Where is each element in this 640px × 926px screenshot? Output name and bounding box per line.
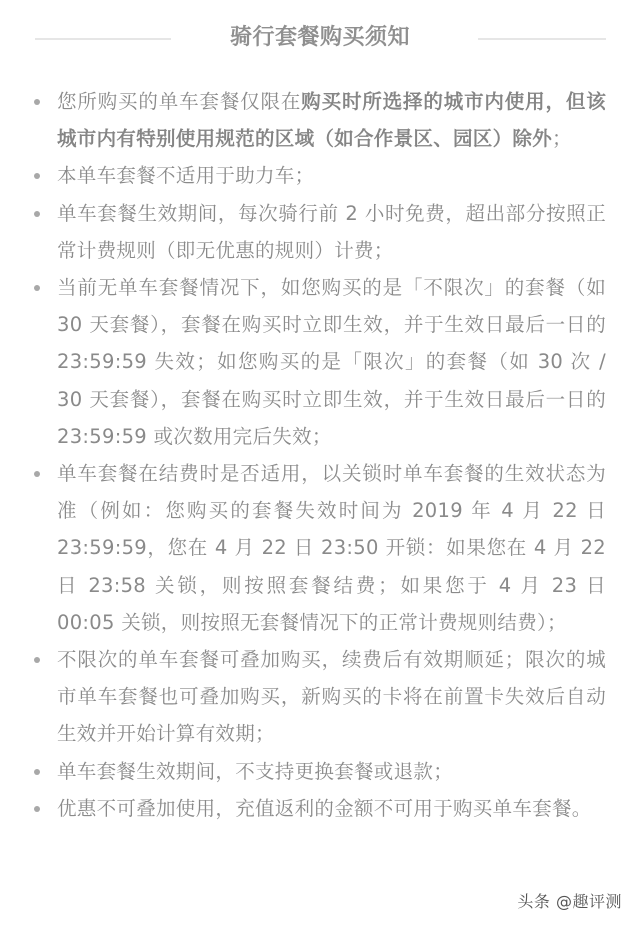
bullet-icon — [34, 173, 40, 179]
notice-text: ； — [552, 127, 572, 151]
notice-list — [0, 83, 640, 827]
bullet-icon — [34, 285, 40, 291]
notice-text: 您所购买的单车套餐仅限在 — [57, 90, 302, 113]
notice-item — [0, 269, 640, 455]
notice-text: 优惠不可叠加使用，充值返利的金额不可用于购买单车套餐。 — [57, 796, 592, 820]
notice-text-emphasis: 购买时所选择的城市内使用，但该城市内有特别使用规范的区域（如合作景区、园区）除外 — [57, 90, 606, 151]
bullet-icon — [34, 99, 40, 105]
page-header — [0, 18, 640, 58]
notice-item — [0, 195, 640, 269]
notice-item — [0, 83, 640, 157]
notice-text: 不限次的单车套餐可叠加购买，续费后有效期顺延；限次的城市单车套餐也可叠加购买，新购买的卡将在前置卡失效后自动生效并开始计算有效期； — [57, 648, 606, 746]
page-title: 骑行套餐购买须知 — [229, 25, 410, 50]
watermark: 头条 @趣评测 — [517, 892, 622, 911]
bullet-icon — [34, 471, 40, 477]
notice-item — [0, 753, 640, 790]
notice-item — [0, 790, 640, 827]
notice-text: 本单车套餐不适用于助力车； — [57, 164, 315, 188]
header-divider-right — [478, 38, 606, 40]
notice-item — [0, 157, 640, 194]
bullet-icon — [34, 806, 40, 812]
bullet-icon — [34, 211, 40, 217]
notice-item — [0, 455, 640, 641]
notice-text: 当前无单车套餐情况下，如您购买的是「不限次」的套餐（如 30 天套餐），套餐在购买时立即生效，并于生效日最后一日的 23:59:59 失效；如您购买的是「限次」的套餐（如 30 次 / 30 天套餐），套餐在购买时立即生效，并于生效日最后一日的 23:59:59 或次数用完后失效； — [57, 276, 606, 448]
bullet-icon — [34, 657, 40, 663]
bullet-icon — [34, 769, 40, 775]
notice-text: 单车套餐生效期间，不支持更换套餐或退款； — [57, 759, 454, 783]
notice-text: 单车套餐在结费时是否适用，以关锁时单车套餐的生效状态为准（例如：您购买的套餐失效时间为 2019 年 4 月 22 日 23:59:59，您在 4 月 22 日 23:50 开锁：如果您在 4 月 22 日 23:58 关锁，则按照套餐结费；如果您于 4 月 23 日 00:05 关锁，则按照无套餐情况下的正常计费规则结费）； — [57, 462, 606, 634]
notice-text: 单车套餐生效期间，每次骑行前 2 小时免费，超出部分按照正常计费规则（即无优惠的规则）计费； — [57, 201, 606, 262]
notice-item — [0, 641, 640, 753]
